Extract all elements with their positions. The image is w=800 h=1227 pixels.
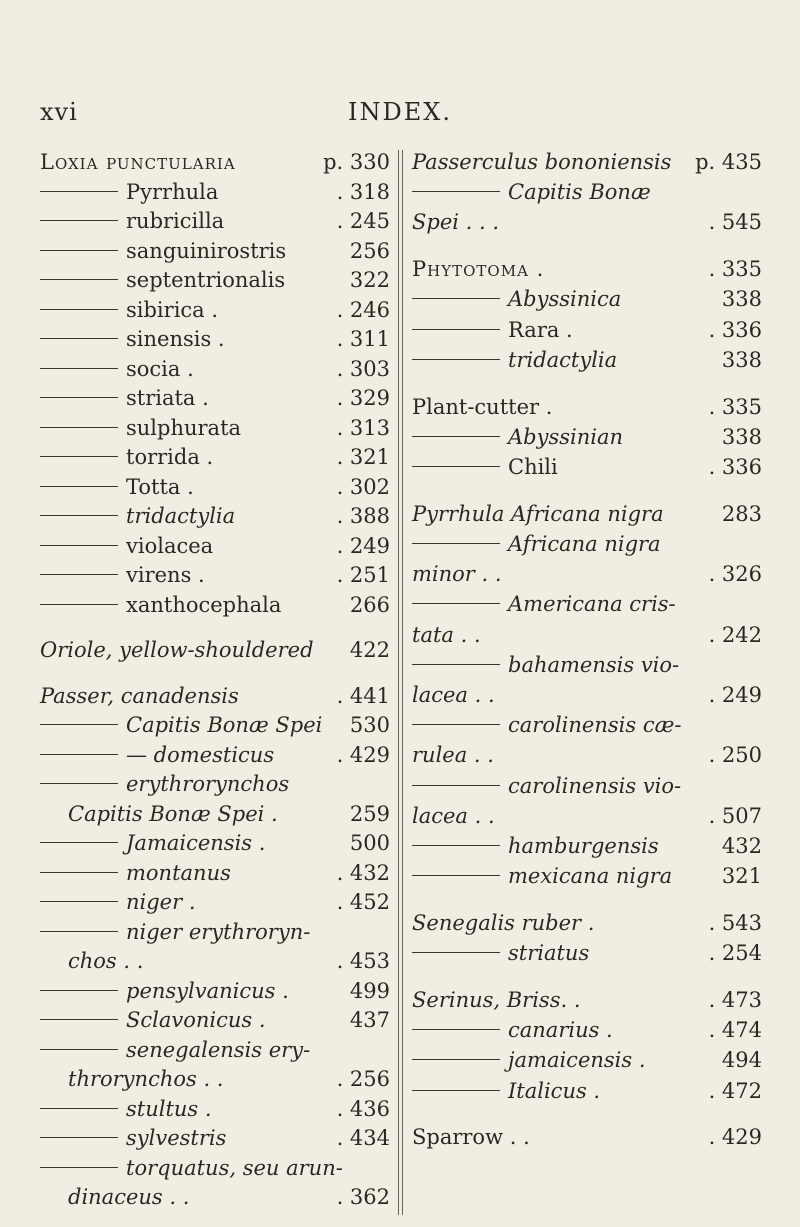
index-entry bbox=[40, 1097, 390, 1127]
entry-name: carolinensis cæ- bbox=[508, 713, 682, 738]
entry-name: minor . . bbox=[412, 562, 502, 587]
entry-name: rubricilla bbox=[126, 209, 225, 233]
ditto-dash bbox=[412, 845, 500, 846]
entry-name: Passerculus bononiensis bbox=[412, 150, 672, 174]
index-entry bbox=[40, 1126, 390, 1156]
index-entry bbox=[40, 1008, 390, 1038]
ditto-dash bbox=[412, 724, 500, 725]
index-entry bbox=[412, 287, 762, 317]
ditto-dash bbox=[412, 603, 500, 604]
entry-page-number: . 507 bbox=[708, 803, 762, 828]
entry-page-number: 530 bbox=[349, 713, 390, 738]
ditto-dash bbox=[412, 466, 500, 467]
entry-name: jamaicensis . bbox=[508, 1048, 646, 1073]
ditto-dash bbox=[40, 901, 118, 902]
entry-page-number: . 321 bbox=[336, 445, 390, 469]
index-entry bbox=[412, 834, 762, 864]
index-entry bbox=[40, 180, 390, 210]
index-entry bbox=[40, 684, 390, 714]
ditto-dash bbox=[40, 1049, 118, 1050]
entry-page-number: . 250 bbox=[708, 743, 762, 768]
entry-page-number: 422 bbox=[349, 638, 390, 663]
index-entry bbox=[412, 743, 762, 773]
ditto-dash bbox=[412, 436, 500, 437]
entry-page-number: 437 bbox=[349, 1008, 390, 1033]
entry-page-number: 256 bbox=[349, 238, 390, 263]
index-entry bbox=[412, 653, 762, 683]
entry-page-number: . 246 bbox=[336, 297, 390, 322]
index-entry bbox=[412, 988, 762, 1018]
entry-name: Totta . bbox=[126, 474, 194, 499]
index-entry bbox=[412, 502, 762, 532]
entry-page-number: 266 bbox=[349, 592, 390, 617]
entry-name: Abyssinica bbox=[508, 287, 622, 312]
ditto-dash bbox=[412, 1059, 500, 1060]
index-entry bbox=[412, 180, 762, 210]
entry-page-number: . 434 bbox=[336, 1126, 390, 1151]
entry-name: Pyrrhula Africana nigra bbox=[412, 501, 664, 526]
entry-name: sinensis . bbox=[126, 327, 225, 351]
entry-name: striata . bbox=[126, 386, 209, 410]
entry-page-number: 432 bbox=[721, 834, 762, 859]
entry-name: pensylvanicus . bbox=[126, 978, 289, 1003]
entry-name: Chili bbox=[508, 455, 558, 480]
index-entry bbox=[412, 455, 762, 485]
ditto-dash bbox=[40, 1137, 118, 1138]
ditto-dash bbox=[40, 397, 118, 398]
entry-page-number: . 326 bbox=[708, 562, 762, 587]
ditto-dash bbox=[412, 359, 500, 360]
entry-page-number: . 256 bbox=[336, 1067, 390, 1092]
entry-name: niger . bbox=[126, 890, 196, 915]
entry-name: Abyssinian bbox=[508, 424, 624, 449]
entry-page-number: . 311 bbox=[336, 327, 390, 351]
ditto-dash bbox=[412, 298, 500, 299]
ditto-dash bbox=[412, 329, 500, 330]
ditto-dash bbox=[40, 515, 118, 516]
entry-page-number: 283 bbox=[721, 501, 762, 526]
entry-name: bahamensis vio- bbox=[508, 652, 680, 677]
index-entry bbox=[412, 562, 762, 592]
index-entry bbox=[40, 772, 390, 802]
index-entry bbox=[412, 257, 762, 287]
entry-name: septentrionalis bbox=[126, 268, 286, 292]
index-entry bbox=[412, 318, 762, 348]
entry-name: virens . bbox=[126, 563, 205, 587]
entry-page-number: . 452 bbox=[336, 890, 390, 915]
entry-name: montanus bbox=[126, 860, 231, 885]
entry-page-number: . 245 bbox=[336, 209, 390, 233]
entry-name: rulea . . bbox=[412, 743, 494, 768]
entry-name: canarius . bbox=[508, 1018, 613, 1043]
entry-name: striatus bbox=[508, 941, 590, 966]
index-entry bbox=[412, 623, 762, 653]
entry-name: Oriole, yellow-shouldered bbox=[40, 638, 314, 663]
column-divider bbox=[398, 150, 403, 1215]
entry-name: Rara . bbox=[508, 317, 573, 342]
entry-page-number: . 254 bbox=[708, 941, 762, 966]
entry-name: Phytotoma . bbox=[412, 257, 545, 282]
entry-name: Spei . . . bbox=[412, 210, 500, 235]
index-entry bbox=[40, 327, 390, 357]
index-entry bbox=[40, 357, 390, 387]
entry-page-number: . 432 bbox=[336, 860, 390, 885]
index-entry bbox=[412, 1048, 762, 1078]
entry-page-number: . 545 bbox=[708, 210, 762, 235]
entry-name: lacea . . bbox=[412, 683, 495, 708]
index-entry bbox=[40, 802, 390, 832]
ditto-dash bbox=[412, 664, 500, 665]
index-entry bbox=[412, 804, 762, 834]
entry-page-number: . 543 bbox=[708, 911, 762, 936]
entry-name: Africana nigra bbox=[508, 532, 661, 557]
entry-name: senegalensis ery- bbox=[126, 1037, 311, 1062]
entry-name: Plant-cutter . bbox=[412, 394, 553, 419]
entry-name: socia . bbox=[126, 356, 194, 381]
index-entry bbox=[40, 416, 390, 446]
entry-page-number: 499 bbox=[349, 978, 390, 1003]
ditto-dash bbox=[40, 931, 118, 932]
ditto-dash bbox=[40, 250, 118, 251]
entry-page-number: . 242 bbox=[708, 622, 762, 647]
entry-page-number: . 472 bbox=[708, 1078, 762, 1103]
ditto-dash bbox=[40, 456, 118, 457]
index-entry bbox=[412, 395, 762, 425]
entry-page-number: 338 bbox=[721, 287, 762, 312]
entry-name: lacea . . bbox=[412, 803, 495, 828]
entry-page-number: . 251 bbox=[336, 563, 390, 587]
index-entry bbox=[40, 239, 390, 269]
index-entry bbox=[40, 713, 390, 743]
entry-page-number: 494 bbox=[721, 1048, 762, 1073]
entry-page-number: . 473 bbox=[708, 988, 762, 1013]
entry-page-number: 338 bbox=[721, 347, 762, 372]
ditto-dash bbox=[40, 427, 118, 428]
entry-page-number: 322 bbox=[349, 268, 390, 292]
entry-name: tridactylia bbox=[508, 347, 618, 372]
index-entry bbox=[40, 831, 390, 861]
index-entry bbox=[412, 864, 762, 894]
entry-name: throrynchos . . bbox=[68, 1067, 224, 1092]
index-entry bbox=[40, 949, 390, 979]
entry-name: Capitis Bonæ Spei bbox=[126, 713, 323, 738]
entry-name: Sclavonicus . bbox=[126, 1008, 266, 1033]
ditto-dash bbox=[412, 543, 500, 544]
entry-name: sibirica . bbox=[126, 297, 219, 322]
entry-name: Capitis Bonæ Spei . bbox=[68, 801, 278, 826]
entry-name: Jamaicensis . bbox=[126, 831, 266, 856]
ditto-dash bbox=[40, 990, 118, 991]
ditto-dash bbox=[412, 875, 500, 876]
ditto-dash bbox=[40, 191, 118, 192]
index-entry bbox=[412, 1018, 762, 1048]
index-entry bbox=[40, 504, 390, 534]
entry-page-number: . 249 bbox=[708, 683, 762, 708]
entry-name: Loxia punctularia bbox=[40, 150, 236, 174]
entry-page-number: . 429 bbox=[336, 742, 390, 767]
index-entry bbox=[412, 348, 762, 378]
ditto-dash bbox=[40, 1167, 118, 1168]
index-entry bbox=[40, 593, 390, 623]
index-entry bbox=[412, 713, 762, 743]
entry-page-number: . 302 bbox=[336, 474, 390, 499]
ditto-dash bbox=[412, 191, 500, 192]
entry-page-number: . 453 bbox=[336, 949, 390, 974]
entry-page-number: p. 330 bbox=[323, 150, 390, 174]
entry-page-number: 500 bbox=[349, 831, 390, 856]
entry-page-number: . 329 bbox=[336, 386, 390, 410]
ditto-dash bbox=[40, 574, 118, 575]
entry-name: Capitis Bonæ bbox=[508, 180, 651, 205]
index-entry bbox=[412, 683, 762, 713]
entry-name: chos . . bbox=[68, 949, 144, 974]
page-title: INDEX. bbox=[348, 98, 452, 126]
entry-page-number: 259 bbox=[349, 801, 390, 826]
entry-page-number: . 474 bbox=[708, 1018, 762, 1043]
index-entry bbox=[412, 774, 762, 804]
index-entry bbox=[40, 445, 390, 475]
ditto-dash bbox=[40, 783, 118, 784]
index-entry bbox=[40, 638, 390, 668]
index-entry bbox=[412, 1125, 762, 1155]
ditto-dash bbox=[40, 545, 118, 546]
entry-page-number: . 313 bbox=[336, 415, 390, 440]
entry-page-number: 338 bbox=[721, 424, 762, 449]
index-entry bbox=[40, 563, 390, 593]
ditto-dash bbox=[412, 1029, 500, 1030]
index-entry bbox=[40, 1185, 390, 1215]
index-entry bbox=[40, 475, 390, 505]
entry-name: carolinensis vio- bbox=[508, 773, 682, 798]
entry-name: xanthocephala bbox=[126, 592, 282, 617]
index-entry bbox=[412, 592, 762, 622]
page-numeral: xvi bbox=[40, 98, 78, 126]
entry-name: Serinus, Briss. . bbox=[412, 988, 581, 1013]
index-entry bbox=[412, 1079, 762, 1109]
index-entry bbox=[40, 298, 390, 328]
entry-page-number: . 362 bbox=[336, 1185, 390, 1210]
entry-name: — domesticus bbox=[126, 742, 275, 767]
entry-page-number: . 335 bbox=[708, 394, 762, 419]
index-entry bbox=[412, 150, 762, 180]
entry-page-number: . 335 bbox=[708, 257, 762, 282]
entry-name: sulphurata bbox=[126, 415, 242, 440]
index-entry bbox=[412, 532, 762, 562]
ditto-dash bbox=[40, 1108, 118, 1109]
entry-page-number: . 429 bbox=[708, 1125, 762, 1150]
index-entry bbox=[40, 209, 390, 239]
entry-page-number: . 441 bbox=[336, 683, 390, 708]
entry-name: Passer, canadensis bbox=[40, 683, 239, 708]
entry-page-number: . 249 bbox=[336, 533, 390, 558]
index-entry bbox=[40, 1156, 390, 1186]
entry-page-number: . 336 bbox=[708, 317, 762, 342]
entry-page-number: . 318 bbox=[336, 179, 390, 204]
entry-name: Pyrrhula bbox=[126, 179, 219, 204]
index-entry bbox=[40, 150, 390, 180]
index-entry bbox=[40, 861, 390, 891]
entry-page-number: 321 bbox=[721, 864, 762, 889]
index-entry bbox=[412, 210, 762, 240]
ditto-dash bbox=[40, 309, 118, 310]
index-entry bbox=[40, 1038, 390, 1068]
index-entry bbox=[40, 386, 390, 416]
entry-name: tridactylia bbox=[126, 504, 236, 528]
entry-name: Italicus . bbox=[508, 1078, 601, 1103]
ditto-dash bbox=[40, 754, 118, 755]
ditto-dash bbox=[40, 1019, 118, 1020]
entry-name: Senegalis ruber . bbox=[412, 911, 595, 936]
ditto-dash bbox=[412, 952, 500, 953]
entry-page-number: . 436 bbox=[336, 1096, 390, 1121]
entry-name: violacea bbox=[126, 533, 214, 558]
ditto-dash bbox=[412, 785, 500, 786]
entry-name: Americana cris- bbox=[508, 592, 676, 617]
index-entry bbox=[40, 268, 390, 298]
index-entry bbox=[40, 890, 390, 920]
index-entry bbox=[40, 920, 390, 950]
ditto-dash bbox=[40, 368, 118, 369]
entry-page-number: . 303 bbox=[336, 356, 390, 381]
entry-page-number: . 336 bbox=[708, 455, 762, 480]
ditto-dash bbox=[40, 604, 118, 605]
entry-name: sanguinirostris bbox=[126, 238, 287, 263]
ditto-dash bbox=[40, 872, 118, 873]
entry-name: sylvestris bbox=[126, 1126, 227, 1151]
ditto-dash bbox=[40, 842, 118, 843]
entry-name: mexicana nigra bbox=[508, 864, 673, 889]
entry-name: erythrorynchos bbox=[126, 772, 290, 797]
entry-name: niger erythroryn- bbox=[126, 919, 311, 944]
ditto-dash bbox=[40, 724, 118, 725]
entry-page-number: . 388 bbox=[336, 504, 390, 528]
entry-name: tata . . bbox=[412, 622, 481, 647]
ditto-dash bbox=[40, 220, 118, 221]
entry-page-number: p. 435 bbox=[695, 150, 762, 174]
index-entry bbox=[40, 979, 390, 1009]
index-entry bbox=[412, 941, 762, 971]
index-entry bbox=[40, 743, 390, 773]
entry-name: torquatus, seu arun- bbox=[126, 1155, 343, 1180]
index-entry bbox=[412, 911, 762, 941]
entry-name: hamburgensis bbox=[508, 834, 659, 859]
index-entry bbox=[412, 425, 762, 455]
index-entry bbox=[40, 534, 390, 564]
entry-name: dinaceus . . bbox=[68, 1185, 190, 1210]
entry-name: stultus . bbox=[126, 1096, 212, 1121]
entry-name: Sparrow . . bbox=[412, 1125, 530, 1150]
index-entry bbox=[40, 1067, 390, 1097]
ditto-dash bbox=[40, 279, 118, 280]
entry-name: torrida . bbox=[126, 445, 214, 469]
ditto-dash bbox=[40, 486, 118, 487]
ditto-dash bbox=[412, 1090, 500, 1091]
ditto-dash bbox=[40, 338, 118, 339]
